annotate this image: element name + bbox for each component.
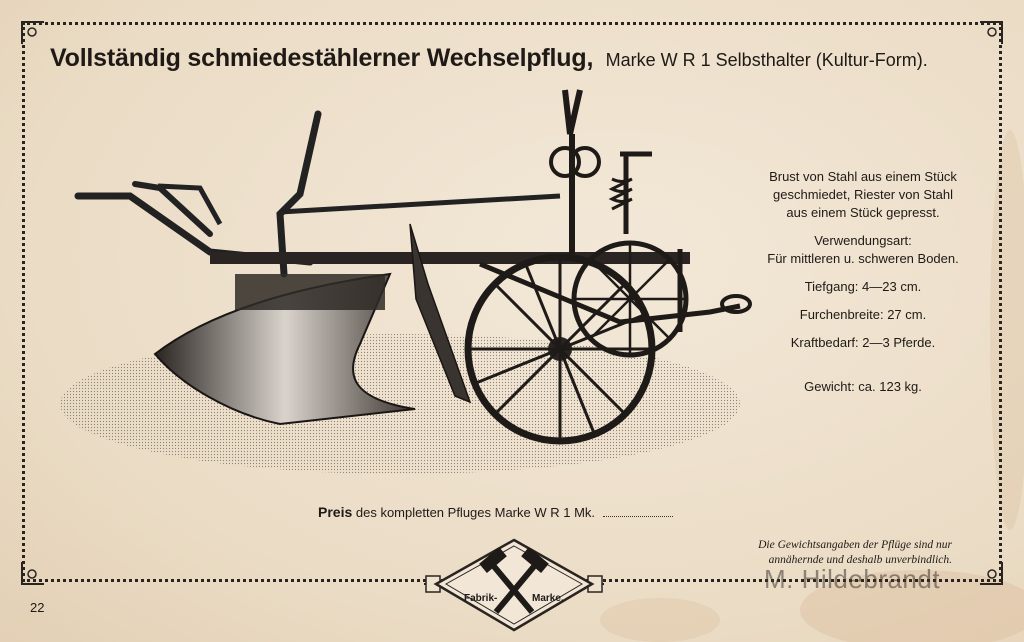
note-line-1: Die Gewichtsangaben der Pflüge sind nur — [758, 539, 952, 551]
emblem-left-text: Fabrik- — [464, 593, 498, 604]
page-number: 22 — [30, 600, 45, 615]
plough-illustration — [60, 84, 760, 484]
spec-line-3: aus einem Stück gepresst. — [786, 205, 940, 220]
title-main: Vollständig schmiedestählerner Wechselpflug, — [50, 44, 594, 72]
price-text: des kompletten Pfluges Marke W R 1 Mk. — [355, 505, 596, 520]
usage-value: Für mittleren u. schweren Boden. — [767, 251, 959, 266]
spec-line-2: geschmiedet, Riester von Stahl — [773, 187, 953, 202]
corner-ornament-top-left — [20, 20, 46, 46]
price-blank — [603, 516, 673, 517]
spec-depth: Tiefgang: 4—23 cm. — [804, 279, 922, 294]
page-title — [50, 44, 990, 73]
emblem-right-text: Marke. — [532, 593, 564, 604]
corner-ornament-bottom-left — [20, 560, 46, 586]
spec-line-1: Brust von Stahl aus einem Stück — [769, 169, 957, 184]
corner-ornament-top-right — [978, 20, 1004, 46]
trademark-emblem — [424, 534, 604, 634]
corner-ornament-bottom-right — [978, 560, 1004, 586]
spec-furrow-width: Furchenbreite: 27 cm. — [799, 307, 927, 322]
usage-label: Verwendungsart: — [814, 233, 912, 248]
note-line-2: annähernde und deshalb unverbindlich. — [768, 554, 952, 566]
watermark: M. Hildebrandt — [764, 564, 941, 594]
price-label: Preis — [318, 504, 353, 520]
specifications — [748, 168, 978, 396]
spec-weight: Gewicht: ca. 123 kg. — [804, 379, 922, 394]
spec-power: Kraftbedarf: 2—3 Pferde. — [790, 335, 936, 350]
price-line — [318, 504, 673, 520]
title-sub: Marke W R 1 Selbsthalter (Kultur-Form). — [605, 50, 928, 70]
